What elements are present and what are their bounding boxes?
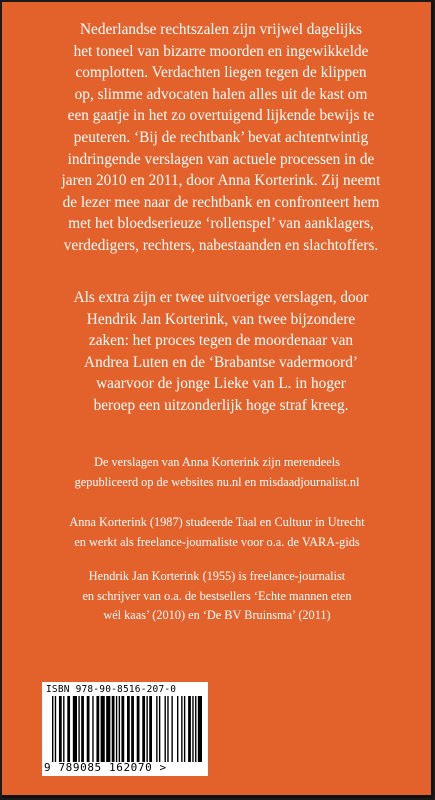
barcode-bar	[142, 696, 145, 762]
barcode-bar	[165, 696, 166, 762]
note-line: gepubliceerd op de websites nu.nl en misdaadjournalist.nl	[74, 474, 360, 489]
barcode-digits: 9 789085 162070 >	[44, 761, 167, 774]
barcode-panel	[42, 682, 208, 776]
barcode-bar	[171, 696, 172, 762]
blurb-line: Nederlandse rechtszalen zijn vrijwel dagelijks	[79, 21, 363, 38]
barcode-bar	[195, 696, 196, 762]
blurb-line: op, slimme advocaten halen alles uit de kast om	[74, 85, 368, 103]
note-line: Anna Korterink (1987) studeerde Taal en Cultuur in Utrecht	[69, 515, 365, 529]
author-bio-anna	[22, 513, 412, 552]
note-line: en schrijver van o.a. de bestsellers ‘Echte mannen eten	[82, 588, 352, 603]
blurb-line: Hendrik Jan Korterink, van twee bijzondere	[86, 310, 356, 328]
blurb-line: beroep een uitzonderlijk hoge straf kreeg.	[93, 396, 349, 414]
barcode-bar	[146, 696, 147, 762]
note-line: en werkt als freelance-journaliste voor o.a. de VARA-gids	[74, 534, 360, 549]
blurb-line: met het bloedserieuze ‘rollenspel’ van aanklagers,	[68, 215, 374, 233]
blurb-line: complotten. Verdachten liegen tegen de klippen	[75, 64, 367, 82]
blurb-paragraph-2	[32, 287, 410, 417]
barcode-bar	[87, 696, 90, 762]
blurb-line: het toneel van bizarre moorden en ingewikkelde	[73, 42, 369, 60]
barcode-bar	[92, 696, 93, 762]
barcode-bar	[198, 696, 202, 762]
blurb-line: de lezer mee naar de rechtbank en confronteert hem	[62, 193, 380, 211]
publication-note	[22, 453, 412, 492]
barcode-bar	[112, 696, 115, 762]
barcode-bar	[137, 696, 140, 762]
barcode-bar	[73, 696, 77, 762]
barcode-bar	[159, 696, 160, 762]
barcode-bar	[78, 696, 79, 762]
barcode-bar	[149, 696, 152, 762]
blurb-paragraph-1	[32, 19, 410, 257]
barcode-bar	[188, 696, 191, 762]
barcode-bar	[96, 696, 99, 762]
barcode-bar	[52, 696, 53, 762]
note-line: De verslagen van Anna Korterink zijn merendeels	[94, 455, 340, 469]
blurb-line: indringende verslagen van actuele processen in de	[67, 150, 375, 168]
barcode-bar	[131, 696, 134, 762]
barcode-bar	[101, 696, 105, 762]
blurb-line: Als extra zijn er twee uitvoerige verslagen, door	[73, 289, 369, 306]
blurb-line: waarvoor de jonge Lieke van L. in hoger	[96, 375, 346, 393]
isbn-label: ISBN 978-90-8516-207-0	[46, 684, 177, 695]
barcode-bar	[67, 696, 70, 762]
barcode-bar	[167, 696, 168, 762]
blurb-line: een gaatje in het zo overtuigend lijkende bewijs te	[67, 107, 375, 125]
note-line: Hendrik Jan Korterink (1955) is freelance-journalist	[88, 569, 346, 583]
barcode-bar	[116, 696, 117, 762]
barcode-bar	[63, 696, 64, 762]
note-line: wél kaas’ (2010) en ‘De BV Bruinsma’ (2011)	[103, 608, 331, 622]
barcode-bar	[59, 696, 62, 762]
barcode-bar	[121, 696, 124, 762]
barcode-bar	[55, 696, 56, 762]
author-bio-hendrik-jan	[22, 567, 412, 626]
barcode-bar	[184, 696, 185, 762]
blurb-line: jaren 2010 en 2011, door Anna Korterink. Zij neemt	[61, 172, 381, 190]
blurb-line: Andrea Luten en de ‘Brabantse vadermoord’	[84, 353, 358, 371]
barcode-bar	[192, 696, 193, 762]
barcode-bar	[156, 696, 157, 762]
barcode-bar	[106, 696, 110, 762]
back-cover	[2, 2, 433, 798]
blurb-line: peuteren. ‘Bij de rechtbank’ bevat achtentwintig	[73, 128, 369, 146]
barcode-bar	[81, 696, 84, 762]
barcode-bar	[127, 696, 130, 762]
barcode-bar	[177, 696, 178, 762]
barcode-bar	[119, 696, 120, 762]
barcode-bar	[181, 696, 182, 762]
blurb-line: verdedigers, rechters, nabestaanden en slachtoffers.	[63, 236, 379, 254]
barcode-bars	[52, 696, 202, 762]
blurb-line: zaken: het proces tegen de moordenaar van	[88, 332, 354, 350]
